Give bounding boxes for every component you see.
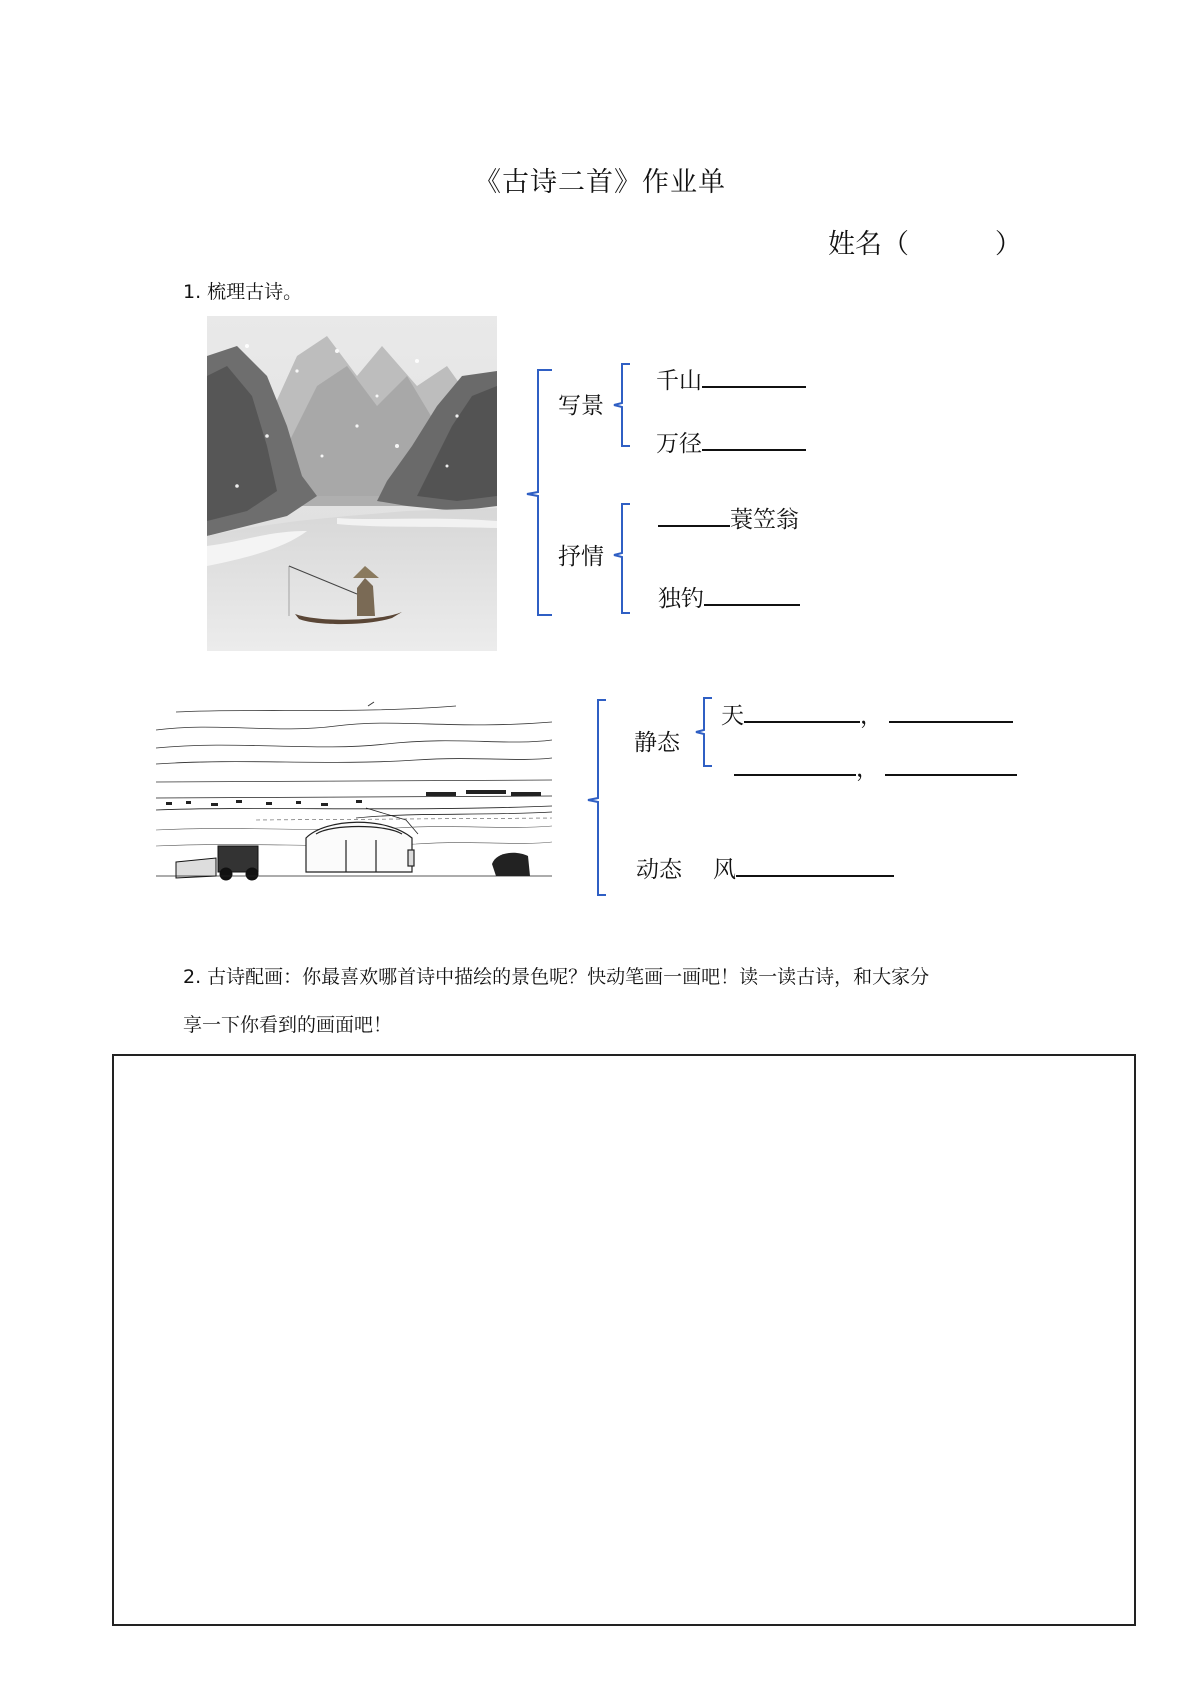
line-1-blank[interactable] [702, 362, 806, 388]
question-1-prompt: 1. 梳理古诗。 [183, 281, 303, 303]
poem1-line-3 [658, 501, 799, 534]
name-field-label: 姓名（ ） [828, 229, 1022, 260]
question-2-prompt-line-2: 享一下你看到的画面吧！ [183, 1014, 393, 1036]
name-input[interactable] [912, 222, 1000, 256]
line-1-prefix: 千山 [656, 368, 702, 394]
static-line-1-blank-b[interactable] [889, 697, 1013, 723]
line-3-blank[interactable] [658, 501, 730, 527]
line-2-prefix: 万径 [656, 431, 702, 457]
grassland-yurt-illustration [156, 700, 552, 896]
static-line-2-comma: ， [856, 756, 879, 782]
poem2-static-line-2 [734, 750, 1017, 783]
dynamic-label: 动态 [636, 857, 682, 883]
poem2-dynamic-line [713, 851, 894, 884]
poem1-line-4 [658, 580, 800, 613]
drawing-area[interactable] [112, 1054, 1136, 1626]
poem2-static-line-1 [721, 697, 1013, 730]
emotion-label: 抒情 [558, 544, 604, 570]
line-3-suffix: 蓑笠翁 [730, 507, 799, 533]
static-line-1-prefix: 天 [721, 703, 744, 729]
dynamic-prefix: 风 [713, 857, 736, 883]
line-4-prefix: 独钓 [658, 586, 704, 612]
question-2-prompt-line-1: 2. 古诗配画：你最喜欢哪首诗中描绘的景色呢？快动笔画一画吧！读一读古诗，和大家分 [183, 966, 930, 988]
page-title: 《古诗二首》作业单 [474, 167, 726, 198]
poem1-line-2 [656, 425, 806, 458]
static-line-1-blank-a[interactable] [744, 697, 860, 723]
snowy-river-illustration [207, 316, 497, 651]
scene-label: 写景 [558, 393, 604, 419]
line-4-blank[interactable] [704, 580, 800, 606]
poem1-line-1 [656, 362, 806, 395]
static-label: 静态 [634, 730, 680, 756]
line-2-blank[interactable] [702, 425, 806, 451]
dynamic-blank[interactable] [736, 851, 894, 877]
static-line-2-blank-a[interactable] [734, 750, 856, 776]
static-line-2-blank-b[interactable] [885, 750, 1017, 776]
static-line-1-comma: ， [860, 703, 883, 729]
